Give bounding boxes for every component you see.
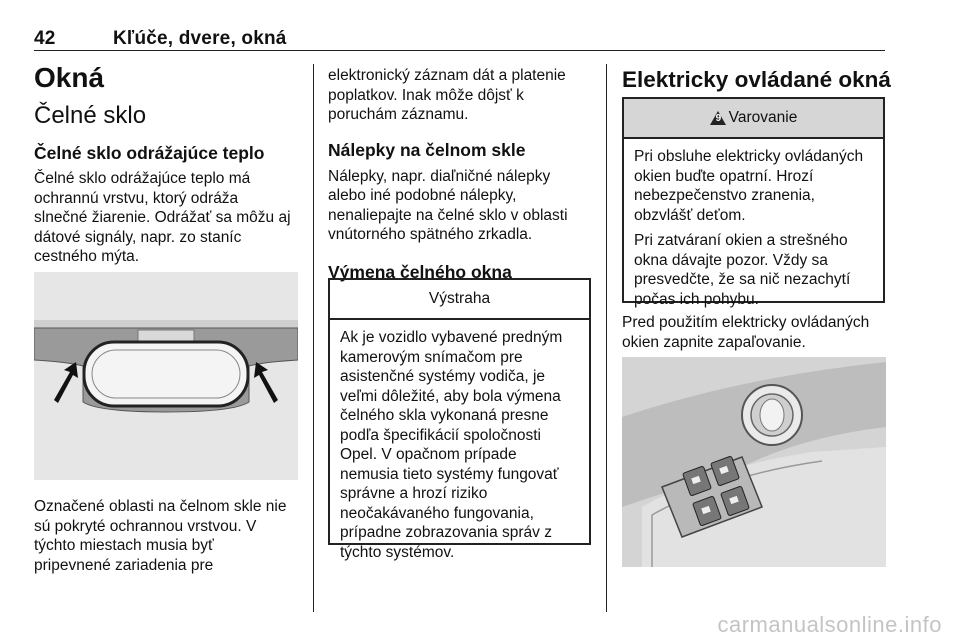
warning-triangle-icon: 9 bbox=[710, 111, 726, 125]
column-divider-1 bbox=[313, 64, 314, 612]
caution-box bbox=[328, 278, 591, 561]
warning-paragraph-2: Pri zatváraní okien a strešného okna dávajte pozor. Vždy sa presvedčte, že sa nič nezachytí počas ich pohybu. bbox=[634, 232, 851, 308]
warning-paragraph-1: Pri obsluhe elektricky ovládaných okien buďte opatrní. Hrozí nebezpečenstvo zranenia, obzvlášť deťom. bbox=[634, 148, 864, 224]
heading-stickers: Nálepky na čelnom skle bbox=[328, 139, 526, 160]
warning-box-body bbox=[624, 139, 883, 309]
caution-box-body: Ak je vozidlo vybavené predným kamerovým snímačom pre asistenčné systémy vodiča, je veľmi dôležité, aby bola výmena čelného skla vykonaná presne podľa špecifikácií spoločnosti Opel. V opačnom prípade nemusia tieto systémy fungovať správne a hrozí riziko neočakávaného fungovania, prípadne zobrazovania správ z týchto systémov. bbox=[340, 329, 563, 561]
column-3 bbox=[622, 66, 892, 94]
paragraph-heat-reflecting: Čelné sklo odrážajúce teplo má ochrannú vrstvu, ktorý odráža slnečné žiarenie. Odrážať sa môžu aj dátové signály, napr. zo staníc cestného mýta. bbox=[34, 170, 291, 265]
heading-windshield-replacement: Výmena čelného okna bbox=[328, 261, 512, 282]
column-divider-2 bbox=[606, 64, 607, 612]
page-number: 42 bbox=[34, 28, 56, 49]
paragraph-marked-areas: Označené oblasti na čelnom skle nie sú pokryté ochrannou vrstvou. V týchto miestach musia byť pripevnené zariadenia pre bbox=[34, 498, 287, 574]
paragraph-continuation: elektronický záznam dát a platenie poplatkov. Inak môže dôjsť k poruchám záznamu. bbox=[328, 67, 566, 123]
mirror-drawing bbox=[34, 272, 298, 480]
header-rule bbox=[34, 50, 885, 51]
warning-box-title: 9 Varovanie bbox=[624, 99, 883, 139]
section-title-okna: Okná bbox=[34, 62, 105, 93]
column-1 bbox=[34, 62, 302, 267]
column-2 bbox=[328, 66, 598, 283]
paragraph-ignition: Pred použitím elektricky ovládaných okien zapnite zapaľovanie. bbox=[622, 314, 870, 351]
switch-panel-drawing bbox=[622, 357, 886, 567]
watermark: carmanualsonline.info bbox=[717, 612, 942, 637]
caution-box-title: Výstraha bbox=[330, 280, 589, 320]
heading-heat-reflecting: Čelné sklo odrážajúce teplo bbox=[34, 143, 265, 163]
door-window-switch-illustration bbox=[622, 357, 886, 567]
chapter-title: Kľúče, dvere, okná bbox=[113, 28, 287, 49]
subtitle-celne-sklo: Čelné sklo bbox=[34, 102, 147, 129]
warning-box bbox=[622, 97, 885, 308]
section-title-power-windows: Elektricky ovládané okná bbox=[622, 67, 891, 92]
paragraph-stickers: Nálepky, napr. diaľničné nálepky alebo iné podobné nálepky, nenaliepajte na čelné sklo v oblasti vnútorného spätného zrkadla. bbox=[328, 167, 568, 243]
windshield-mirror-illustration bbox=[34, 272, 298, 480]
